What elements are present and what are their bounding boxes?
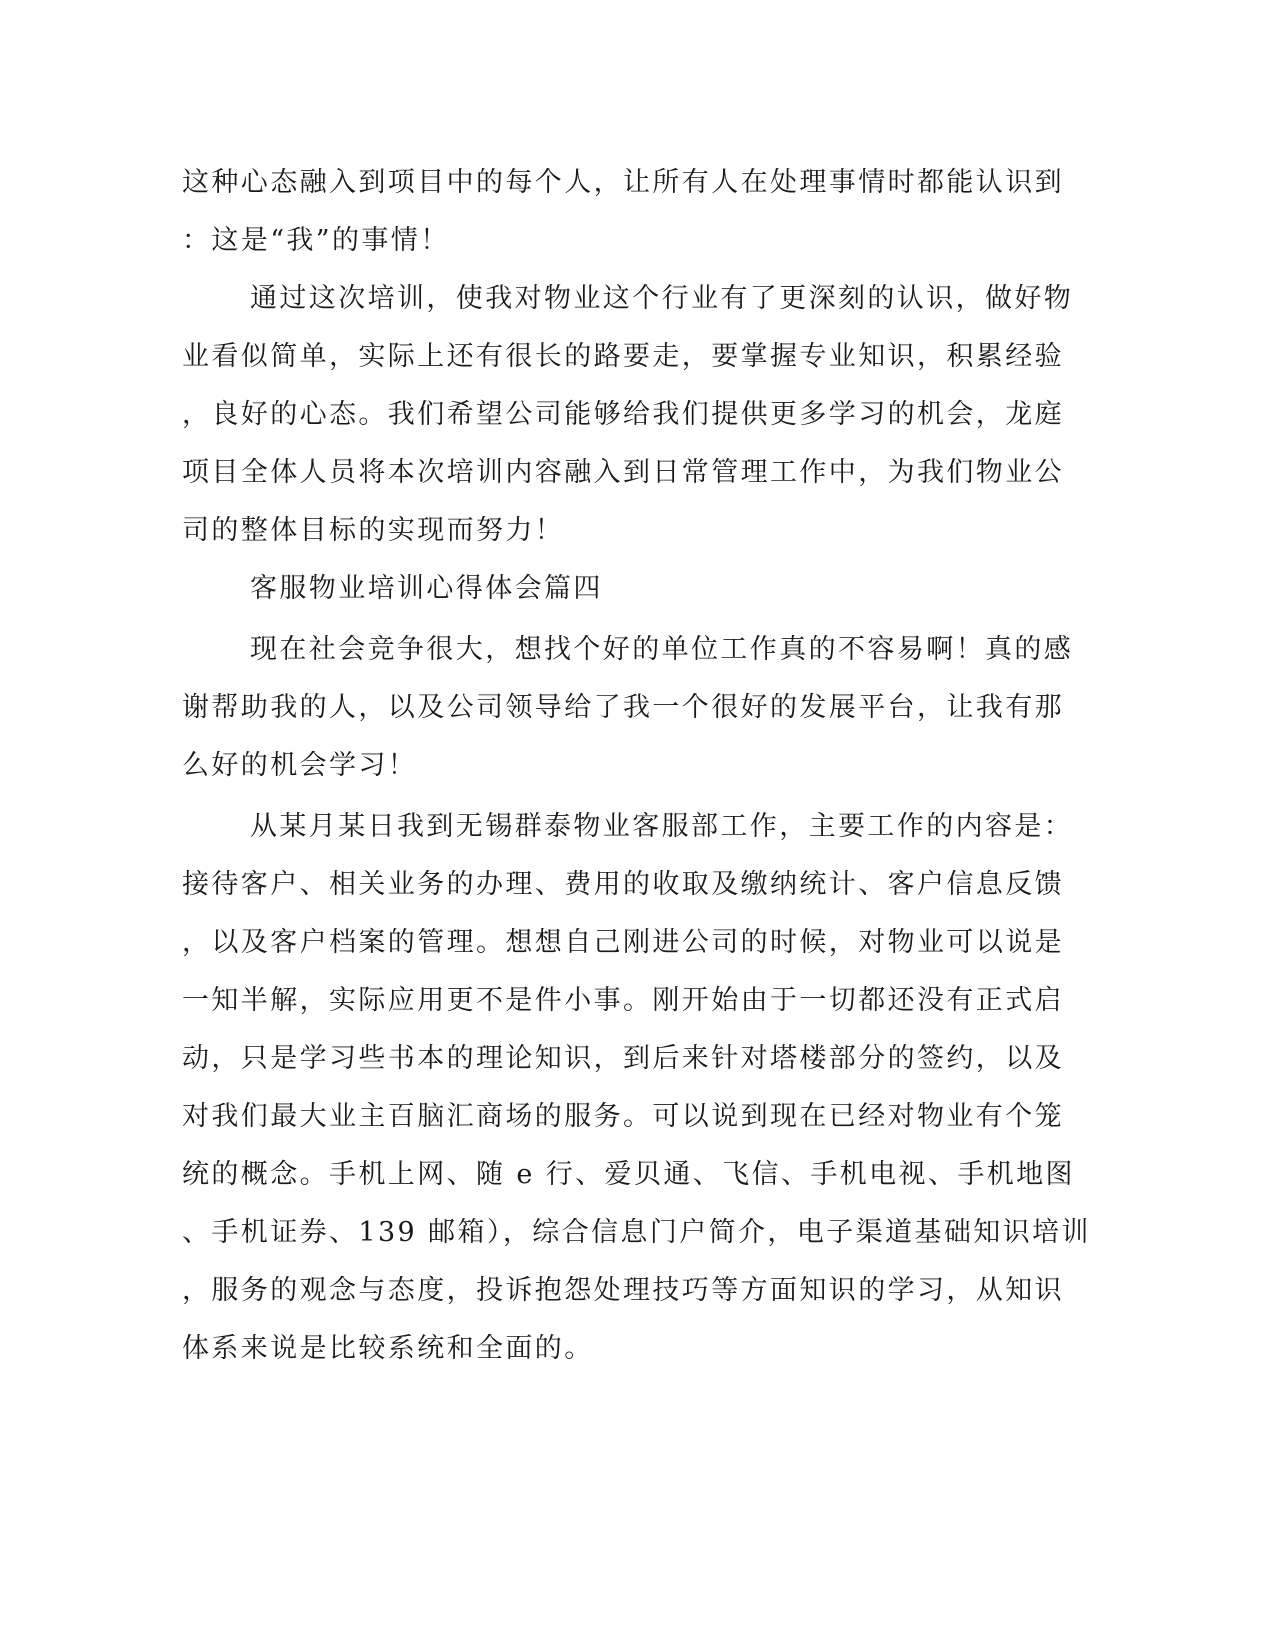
paragraph-line: 谢帮助我的人，以及公司领导给了我一个很好的发展平台，让我有那 [182, 692, 1064, 723]
section-heading: 客服物业培训心得体会篇四 [250, 573, 603, 604]
paragraph-line: 体系来说是比较系统和全面的。 [182, 1333, 594, 1364]
paragraph-line: 么好的机会学习！ [182, 750, 418, 781]
paragraph-line: 动，只是学习些书本的理论知识，到后来针对塔楼部分的签约，以及 [182, 1043, 1064, 1074]
paragraph-line: 业看似简单，实际上还有很长的路要走，要掌握专业知识，积累经验 [182, 341, 1064, 372]
paragraph-line: 统的概念。手机上网、随 e 行、爱贝通、飞信、手机电视、手机地图 [182, 1159, 1075, 1190]
paragraph-line: ，以及客户档案的管理。想想自己刚进公司的时候，对物业可以说是 [182, 927, 1064, 958]
paragraph-line: ，服务的观念与态度，投诉抱怨处理技巧等方面知识的学习，从知识 [182, 1275, 1064, 1306]
paragraph-line: ：这是“我”的事情！ [182, 225, 450, 256]
paragraph-line: 项目全体人员将本次培训内容融入到日常管理工作中，为我们物业公 [182, 457, 1064, 488]
paragraph-line: 对我们最大业主百脑汇商场的服务。可以说到现在已经对物业有个笼 [182, 1101, 1064, 1132]
paragraph-line: ，良好的心态。我们希望公司能够给我们提供更多学习的机会，龙庭 [182, 399, 1064, 430]
paragraph-line: 司的整体目标的实现而努力！ [182, 515, 565, 546]
paragraph-line: 这种心态融入到项目中的每个人，让所有人在处理事情时都能认识到 [182, 167, 1064, 198]
paragraph-line: 一知半解，实际应用更不是件小事。刚开始由于一切都还没有正式启 [182, 985, 1064, 1016]
paragraph-line: 现在社会竞争很大，想找个好的单位工作真的不容易啊！真的感 [250, 634, 1074, 665]
paragraph-line: 从某月某日我到无锡群泰物业客服部工作，主要工作的内容是： [250, 811, 1074, 842]
paragraph-line: 、手机证券、139 邮箱），综合信息门户简介，电子渠道基础知识培训 [182, 1217, 1091, 1248]
paragraph-line: 通过这次培训，使我对物业这个行业有了更深刻的认识，做好物 [250, 283, 1074, 314]
paragraph-line: 接待客户、相关业务的办理、费用的收取及缴纳统计、客户信息反馈 [182, 869, 1064, 900]
